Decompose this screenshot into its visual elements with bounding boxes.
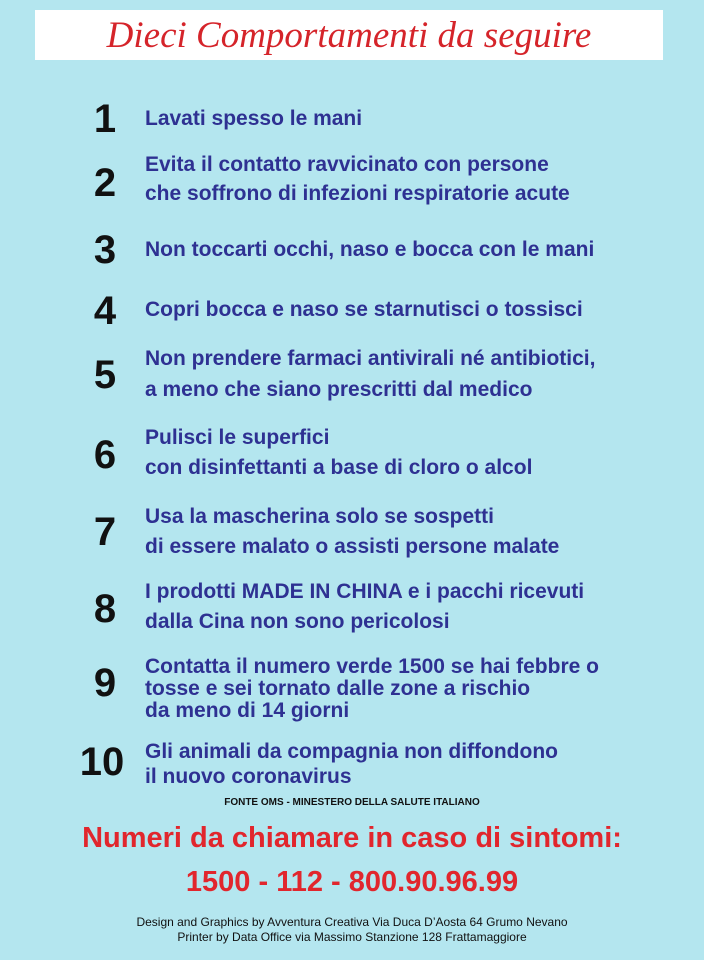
item-text: I prodotti MADE IN CHINA e i pacchi ricevuti: [145, 580, 585, 603]
printer-credit: Printer by Data Office via Massimo Stanzione 128 Frattamaggiore: [177, 930, 527, 944]
source-note: FONTE OMS - MINESTERO DELLA SALUTE ITALIANO: [224, 797, 480, 808]
item-text: Non toccarti occhi, naso e bocca con le mani: [145, 238, 595, 261]
item-text: Contatta il numero verde 1500 se hai febbre o: [145, 655, 599, 678]
item-number: 3: [93, 228, 117, 272]
item-text: dalla Cina non sono pericolosi: [145, 610, 450, 633]
title-banner: [35, 10, 663, 60]
design-credit: Design and Graphics by Avventura Creativa Via Duca D’Aosta 64 Grumo Nevano: [136, 915, 568, 929]
item-text: Lavati spesso le mani: [145, 107, 363, 130]
item-text: Usa la mascherina solo se sospetti: [145, 505, 494, 528]
item-text: il nuovo coronavirus: [145, 765, 352, 788]
item-text: da meno di 14 giorni: [145, 699, 350, 722]
item-number: 6: [93, 433, 117, 477]
item-number: 5: [93, 353, 117, 397]
item-text: Gli animali da compagnia non diffondono: [145, 740, 558, 763]
item-text: Evita il contatto ravvicinato con persone: [145, 153, 549, 176]
item-number: 2: [93, 161, 117, 205]
item-text: Pulisci le superfici: [145, 426, 330, 449]
item-text: Non prendere farmaci antivirali né antibiotici,: [145, 347, 596, 370]
item-number: 8: [93, 587, 117, 631]
item-text: con disinfettanti a base di cloro o alcol: [145, 456, 533, 479]
item-text: tosse e sei tornato dalle zone a rischio: [145, 677, 531, 700]
item-number: 1: [93, 97, 117, 141]
page-title: Dieci Comportamenti da seguire: [106, 15, 592, 56]
item-number: 9: [93, 661, 117, 705]
item-number: 7: [93, 510, 117, 554]
item-text: che soffrono di infezioni respiratorie acute: [145, 182, 570, 205]
item-text: a meno che siano prescritti dal medico: [145, 378, 533, 401]
item-text: Copri bocca e naso se starnutisci o tossisci: [145, 298, 583, 321]
item-number: 10: [79, 740, 125, 784]
call-heading: Numeri da chiamare in caso di sintomi:: [82, 822, 622, 854]
emergency-numbers: 1500 - 112 - 800.90.96.99: [185, 866, 519, 898]
item-number: 4: [93, 289, 117, 333]
item-text: di essere malato o assisti persone malate: [145, 535, 560, 558]
